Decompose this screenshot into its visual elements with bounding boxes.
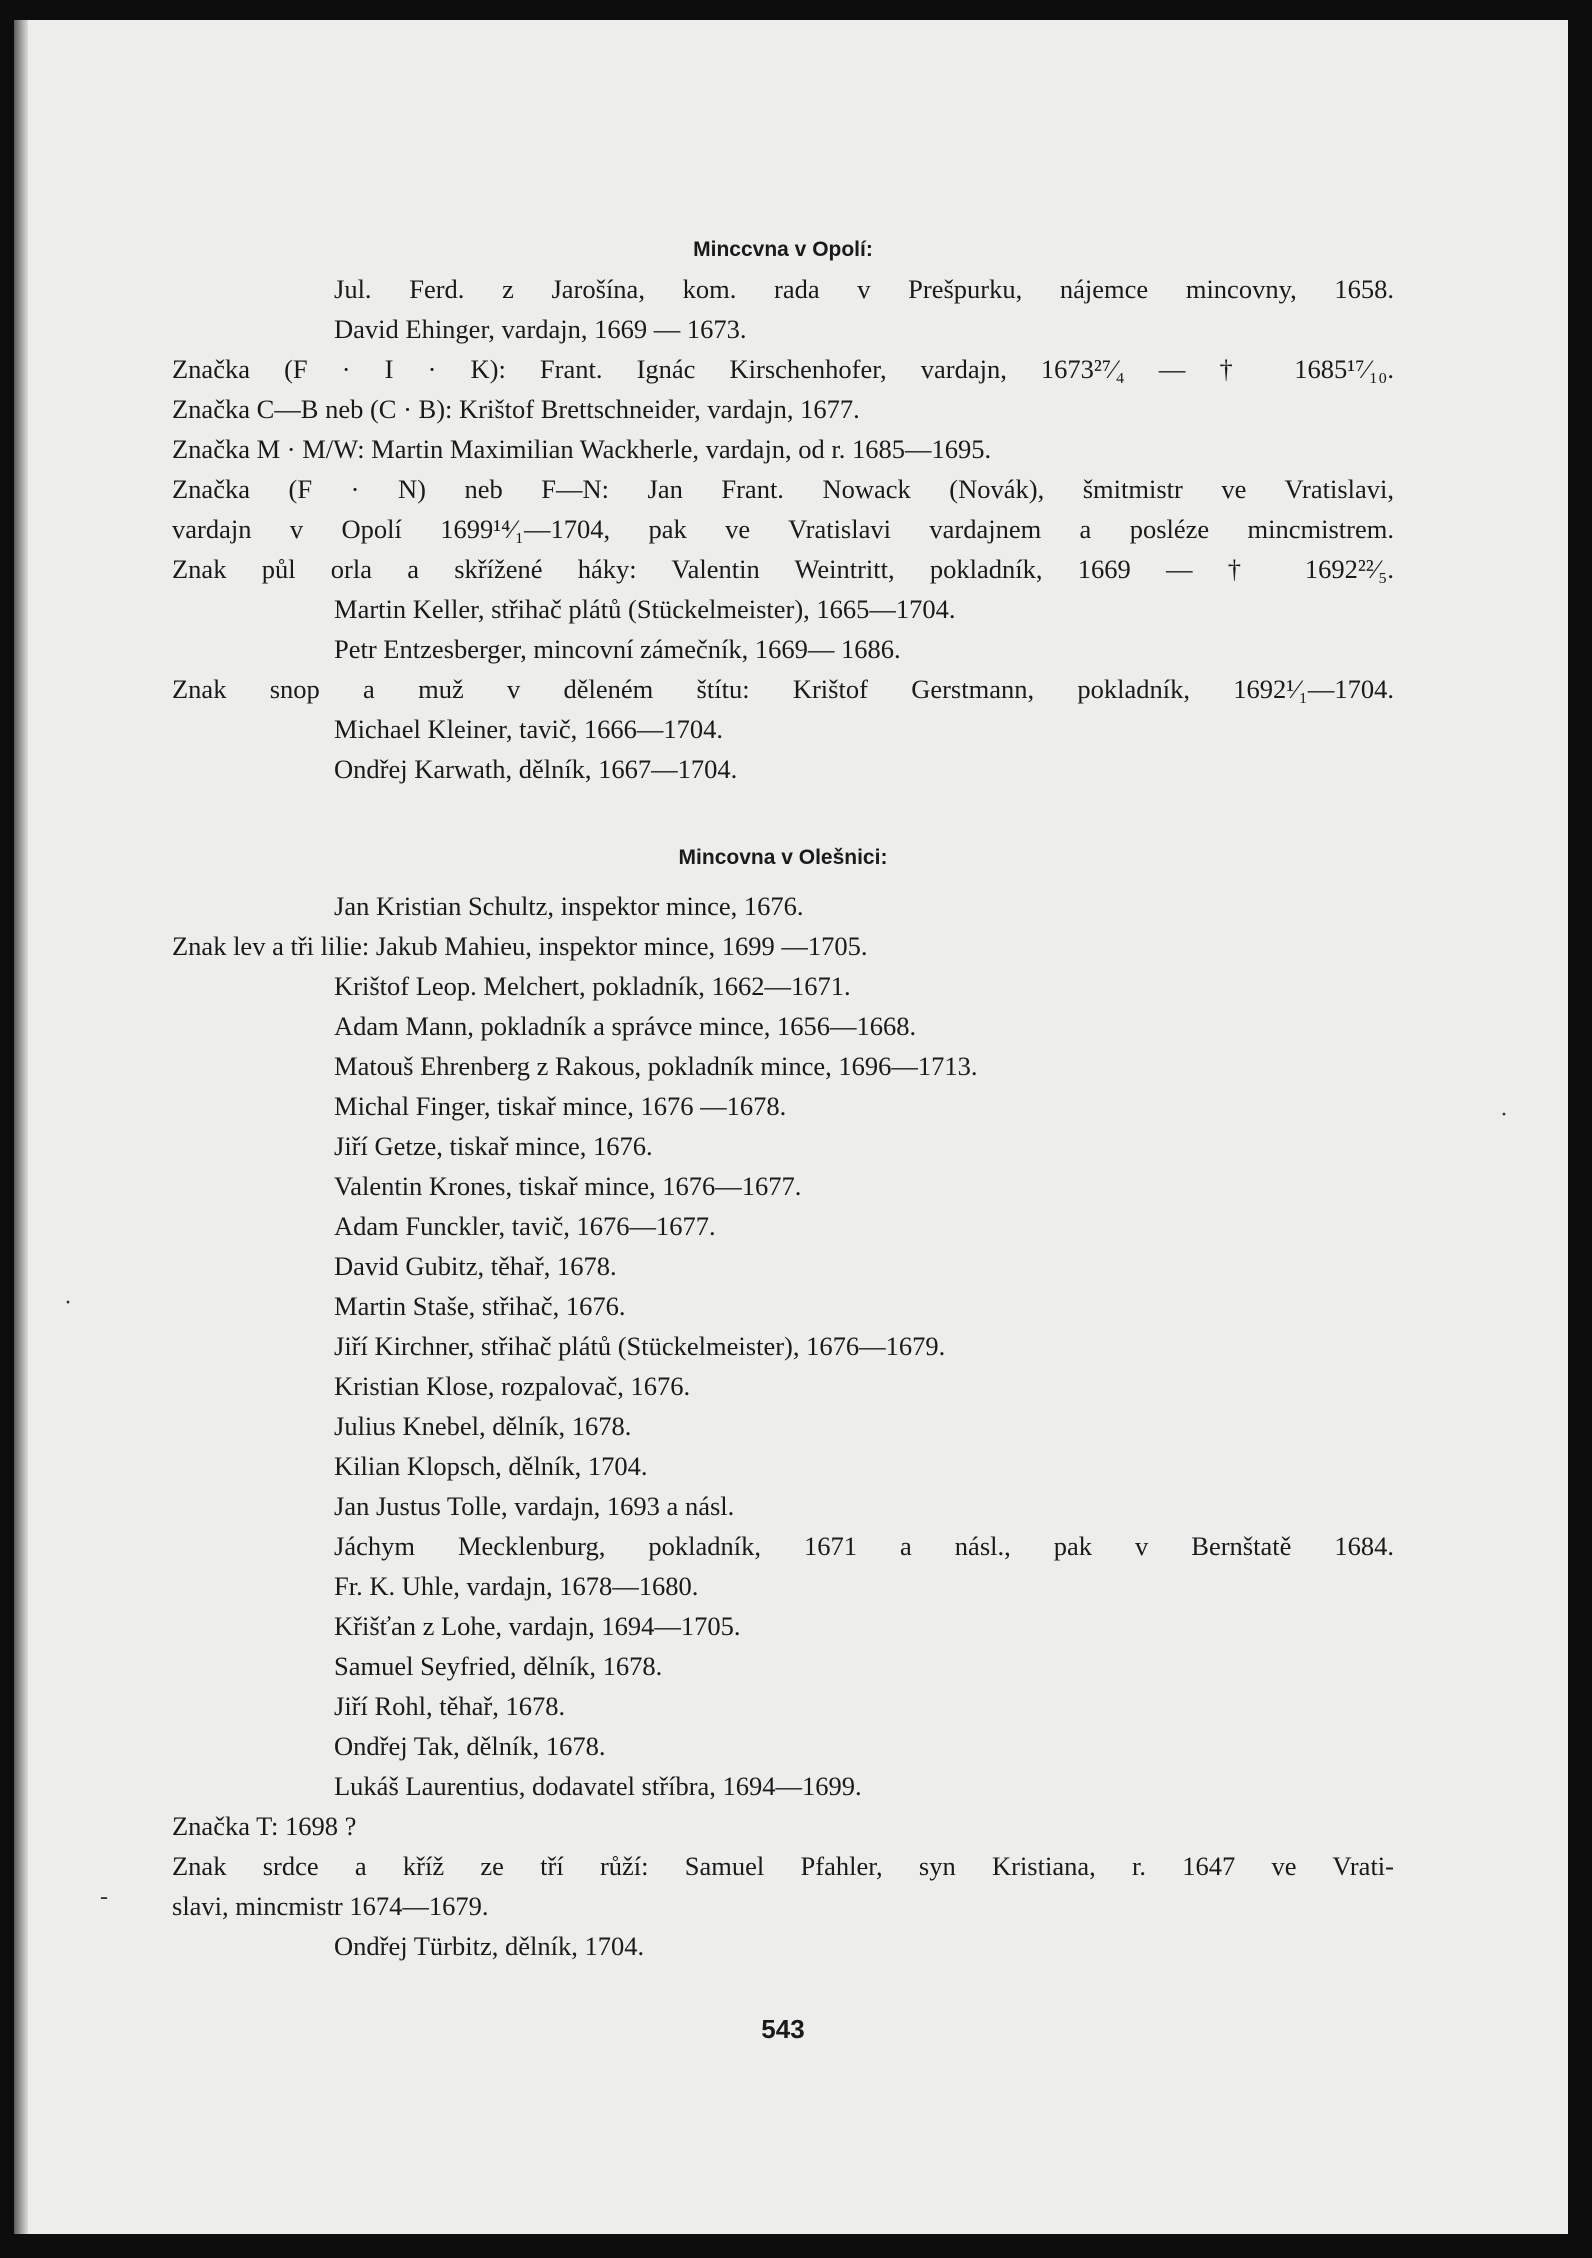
text-line: Krištof Leop. Melchert, pokladník, 1662—1671. <box>334 971 851 1001</box>
text-line: David Gubitz, těhař, 1678. <box>334 1251 617 1281</box>
text-line: Jiří Getze, tiskař mince, 1676. <box>334 1131 653 1161</box>
text-line: Jáchym Mecklenburg, pokladník, 1671 a násl., pak v Bernštatě 1684. <box>334 1531 1394 1561</box>
text-line: Matouš Ehrenberg z Rakous, pokladník mince, 1696—1713. <box>334 1051 978 1081</box>
text-line: Jiří Rohl, těhař, 1678. <box>334 1691 566 1721</box>
page-spine-shadow <box>14 20 28 2234</box>
text-line: Ondřej Türbitz, dělník, 1704. <box>334 1931 645 1961</box>
margin-mark: - <box>100 1884 108 1910</box>
text-line: Znak srdce a kříž ze tří růží: Samuel Pfahler, syn Kristiana, r. 1647 ve Vrati- <box>172 1851 1394 1881</box>
text-line: Martin Keller, střihač plátů (Stückelmeister), 1665—1704. <box>334 594 956 624</box>
text-line: Jan Justus Tolle, vardajn, 1693 a násl. <box>334 1491 735 1521</box>
text-line: Křišťan z Lohe, vardajn, 1694—1705. <box>334 1611 741 1641</box>
text-line: Michal Finger, tiskař mince, 1676 —1678. <box>334 1091 787 1121</box>
text-line: Lukáš Laurentius, dodavatel stříbra, 1694—1699. <box>334 1771 862 1801</box>
section-heading-olesnice: Mincovna v Olešnici: <box>678 846 888 869</box>
margin-mark: · <box>64 1290 72 1316</box>
text-line: Značka T: 1698 ? <box>172 1811 357 1841</box>
text-line: Michael Kleiner, tavič, 1666—1704. <box>334 714 723 744</box>
book-page <box>14 20 1568 2234</box>
page-number: 543 <box>761 2014 805 2044</box>
text-line: Samuel Seyfried, dělník, 1678. <box>334 1651 663 1681</box>
text-line: Ondřej Tak, dělník, 1678. <box>334 1731 606 1761</box>
text-line: Jul. Ferd. z Jarošína, kom. rada v Prešpurku, nájemce mincovny, 1658. <box>334 274 1394 304</box>
text-line: Znak půl orla a skřížené háky: Valentin Weintritt, pokladník, 1669 — † 1692²²⁄₅. <box>172 554 1394 584</box>
text-line: Značka M · M/W: Martin Maximilian Wackherle, vardajn, od r. 1685—1695. <box>172 434 992 464</box>
text-line: Značka C—B neb (C · B): Krištof Brettschneider, vardajn, 1677. <box>172 394 860 424</box>
text-line: Značka (F · N) neb F—N: Jan Frant. Nowack (Novák), šmitmistr ve Vratislavi, <box>172 474 1394 504</box>
text-line: slavi, mincmistr 1674—1679. <box>172 1891 489 1921</box>
margin-mark: · <box>1500 1102 1508 1128</box>
text-line: Julius Knebel, dělník, 1678. <box>334 1411 632 1441</box>
text-line: Značka (F · I · K): Frant. Ignác Kirschenhofer, vardajn, 1673²⁷⁄₄ — † 1685¹⁷⁄₁₀. <box>172 354 1394 384</box>
text-line: vardajn v Opolí 1699¹⁴⁄₁—1704, pak ve Vratislavi vardajnem a posléze mincmistrem. <box>172 514 1394 544</box>
section-heading-opoli: Minccvna v Opolí: <box>693 238 873 261</box>
text-line: Adam Funckler, tavič, 1676—1677. <box>334 1211 716 1241</box>
text-line: Martin Staše, střihač, 1676. <box>334 1291 626 1321</box>
text-line: Kristian Klose, rozpalovač, 1676. <box>334 1371 691 1401</box>
text-line: Ondřej Karwath, dělník, 1667—1704. <box>334 754 738 784</box>
text-line: Znak snop a muž v děleném štítu: Krištof Gerstmann, pokladník, 1692¹⁄₁—1704. <box>172 674 1394 704</box>
text-line: Petr Entzesberger, mincovní zámečník, 1669— 1686. <box>334 634 901 664</box>
text-line: Adam Mann, pokladník a správce mince, 1656—1668. <box>334 1011 917 1041</box>
text-line: Fr. K. Uhle, vardajn, 1678—1680. <box>334 1571 699 1601</box>
text-line: Znak lev a tři lilie: Jakub Mahieu, inspektor mince, 1699 —1705. <box>172 931 868 961</box>
text-line: Valentin Krones, tiskař mince, 1676—1677. <box>334 1171 802 1201</box>
text-line: Jan Kristian Schultz, inspektor mince, 1676. <box>334 891 804 921</box>
text-line: Jiří Kirchner, střihač plátů (Stückelmeister), 1676—1679. <box>334 1331 946 1361</box>
text-line: David Ehinger, vardajn, 1669 — 1673. <box>334 314 747 344</box>
text-line: Kilian Klopsch, dělník, 1704. <box>334 1451 648 1481</box>
